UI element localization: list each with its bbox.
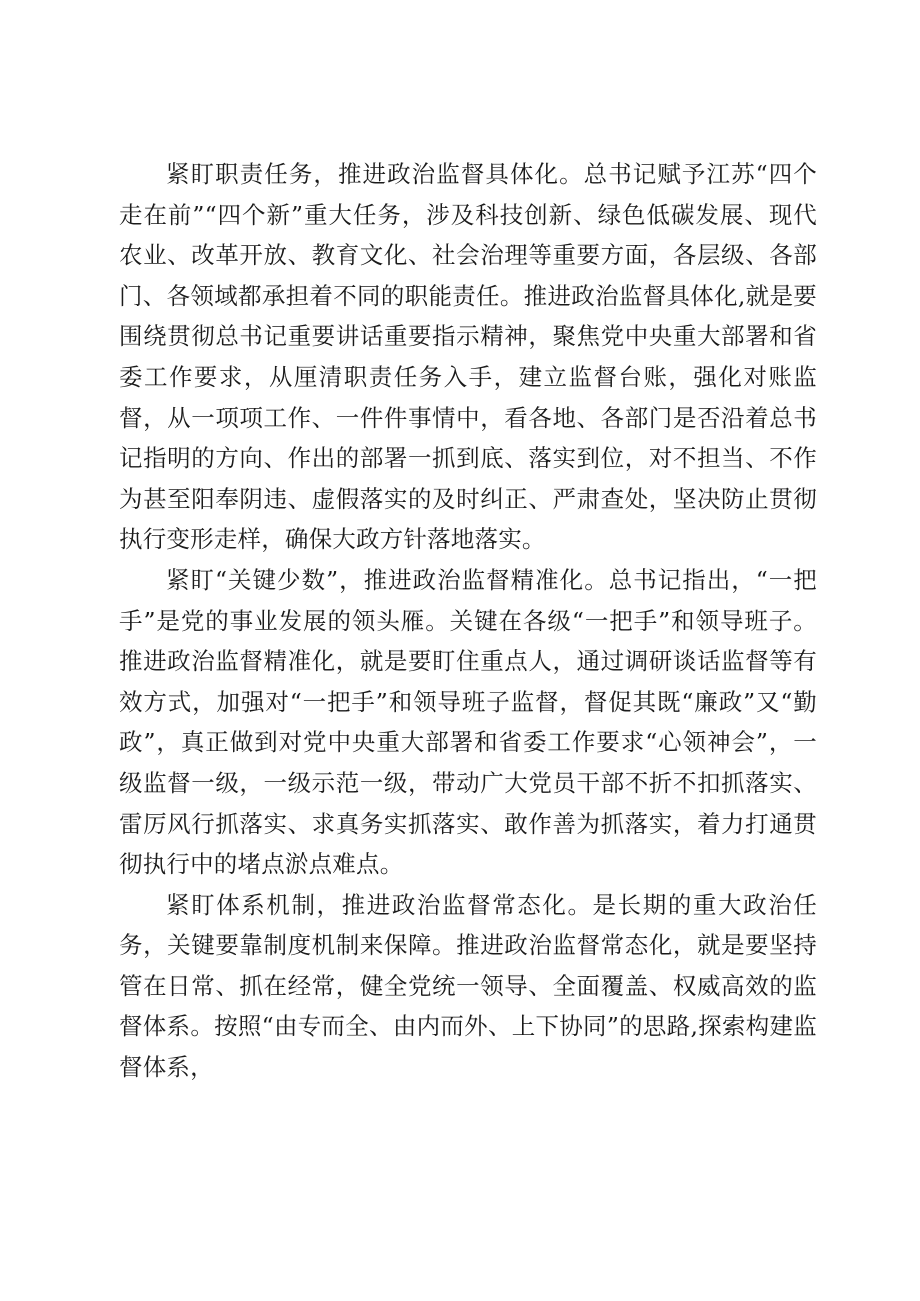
paragraph-key-minority-supervision: 紧盯“关键少数”，推进政治监督精准化。总书记指出，“一把手”是党的事业发展的领头雁。关键在各级“一把手”和领导班子。推进政治监督精准化，就是要盯住重点人，通过调研谈话监督等有效方式，加强对“一把手”和领导班子监督，督促其既“廉政”又“勤政”，真正做到对党中央重大部署和省委工作要求“心领神会”，一级监督一级，一级示范一级，带动广大党员干部不折不扣抓落实、雷厉风行抓落实、求真务实抓落实、敢作善为抓落实，着力打通贯彻执行中的堵点淤点难点。 (119, 565, 817, 879)
paragraph-specific-supervision: 紧盯职责任务，推进政治监督具体化。总书记赋予江苏“四个走在前”“四个新”重大任务，涉及科技创新、绿色低碳发展、现代农业、改革开放、教育文化、社会治理等重要方面，各层级、各部门、各领域都承担着不同的职能责任。推进政治监督具体化,就是要围绕贯彻总书记重要讲话重要指示精神，聚焦党中央重大部署和省委工作要求，从厘清职责任务入手，建立监督台账，强化对账监督，从一项项工作、一件件事情中，看各地、各部门是否沿着总书记指明的方向、作出的部署一抓到底、落实到位，对不担当、不作为甚至阳奉阴违、虚假落实的及时纠正、严肃查处，坚决防止贯彻执行变形走样，确保大政方针落地落实。 (119, 160, 817, 554)
document-body (119, 154, 817, 1088)
paragraph-normalized-supervision: 紧盯体系机制，推进政治监督常态化。是长期的重大政治任务，关键要靠制度机制来保障。推进政治监督常态化，就是要坚持管在日常、抓在经常，健全党统一领导、全面覆盖、权威高效的监督体系。按照“由专而全、由内而外、上下协同”的思路,探索构建监督体系， (119, 890, 817, 1082)
